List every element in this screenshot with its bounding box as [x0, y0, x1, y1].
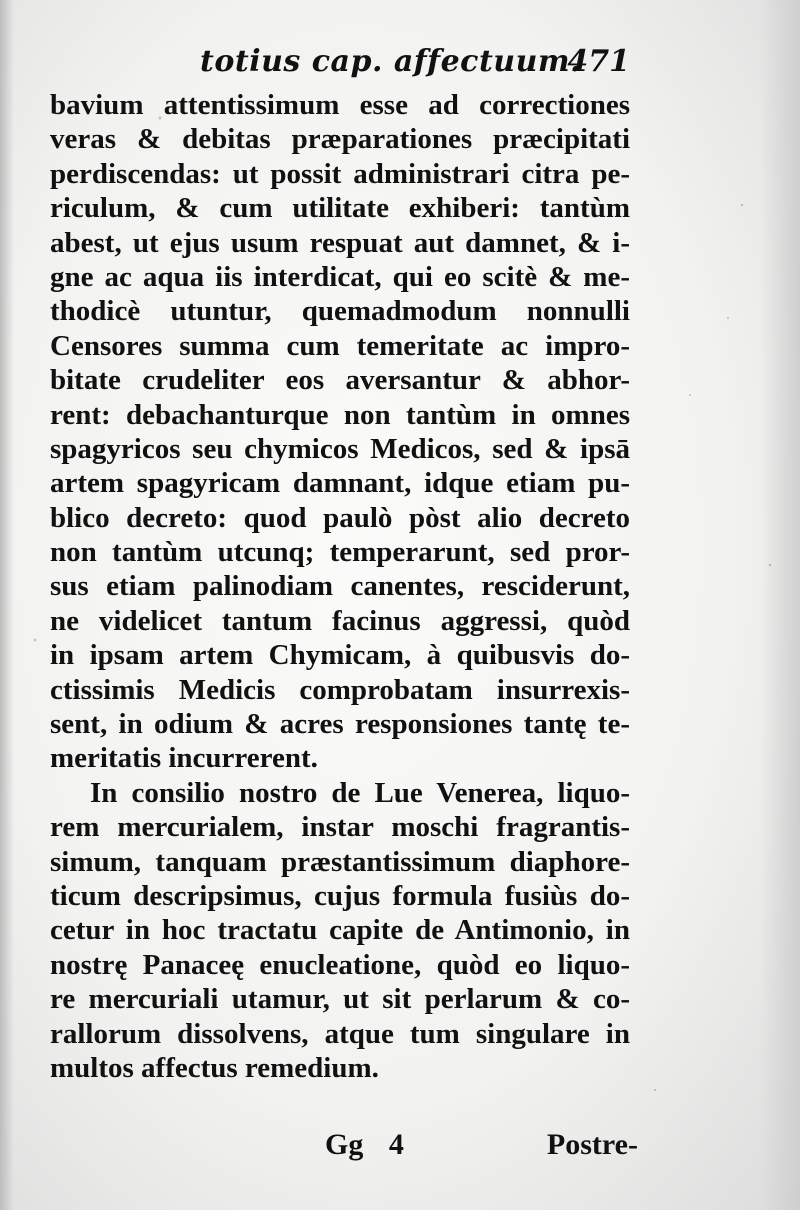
text-line: in ipsam artem Chymicam, à quibusvis do-: [50, 639, 630, 672]
text-line: cetur in hoc tractatu capite de Antimonio, in: [50, 914, 630, 947]
text-line: ne videlicet tantum facinus aggressi, quòd: [50, 604, 630, 637]
text-line: spagyricos seu chymicos Medicos, sed & ipsā: [50, 432, 630, 465]
paragraph-start-line: In consilio nostro de Lue Venerea, liquo-: [90, 776, 630, 809]
text-line: non tantùm utcunq; temperarunt, sed pror-: [50, 536, 630, 569]
text-line: sus etiam palinodiam canentes, resciderunt,: [50, 570, 630, 603]
text-line: sent, in odium & acres responsiones tantę te-: [50, 708, 630, 741]
text-line: gne ac aqua iis interdicat, qui eo scitè & me-: [50, 260, 630, 293]
text-line: bavium attentissimum esse ad correctiones: [50, 89, 630, 121]
catchword: Postre-: [546, 1128, 638, 1161]
paragraph-end-line: multos affectus remedium.: [50, 1051, 379, 1084]
text-line: ctissimis Medicis comprobatam insurrexis-: [50, 673, 630, 706]
text-line: ticum descripsimus, cujus formula fusiùs do-: [50, 879, 630, 912]
text-line: perdiscendas: ut possit administrari citra pe-: [50, 157, 630, 190]
text-line: abest, ut ejus usum respuat aut damnet, & i-: [50, 226, 630, 259]
text-line: rem mercurialem, instar moschi fragrantis-: [50, 811, 630, 844]
text-line: rallorum dissolvens, atque tum singulare in: [50, 1017, 630, 1050]
paragraph-end-line: meritatis incurrerent.: [50, 742, 318, 775]
text-line: artem spagyricam damnant, idque etiam pu-: [50, 467, 630, 500]
text-line: Censores summa cum temeritate ac impro-: [50, 329, 630, 362]
text-line: riculum, & cum utilitate exhiberi: tantùm: [50, 192, 630, 225]
signature-mark: Gg 4: [325, 1128, 404, 1161]
text-line: rent: debachanturque non tantùm in omnes: [50, 398, 630, 431]
text-line: re mercuriali utamur, ut sit perlarum & co-: [50, 983, 630, 1016]
running-title: totius cap. affectuum.: [200, 44, 582, 79]
text-line: blico decreto: quod paulò pòst alio decreto: [50, 501, 630, 534]
text-line: bitate crudeliter eos aversantur & abhor-: [50, 364, 630, 397]
text-line: nostrę Panaceę enucleatione, quòd eo liquo-: [50, 948, 630, 981]
text-line: thodicè utuntur, quemadmodum nonnulli: [50, 295, 630, 328]
page-number: 471: [567, 44, 630, 79]
text-line: veras & debitas præparationes præcipitati: [50, 123, 630, 156]
text-line: simum, tanquam præstantissimum diaphore-: [50, 845, 630, 878]
